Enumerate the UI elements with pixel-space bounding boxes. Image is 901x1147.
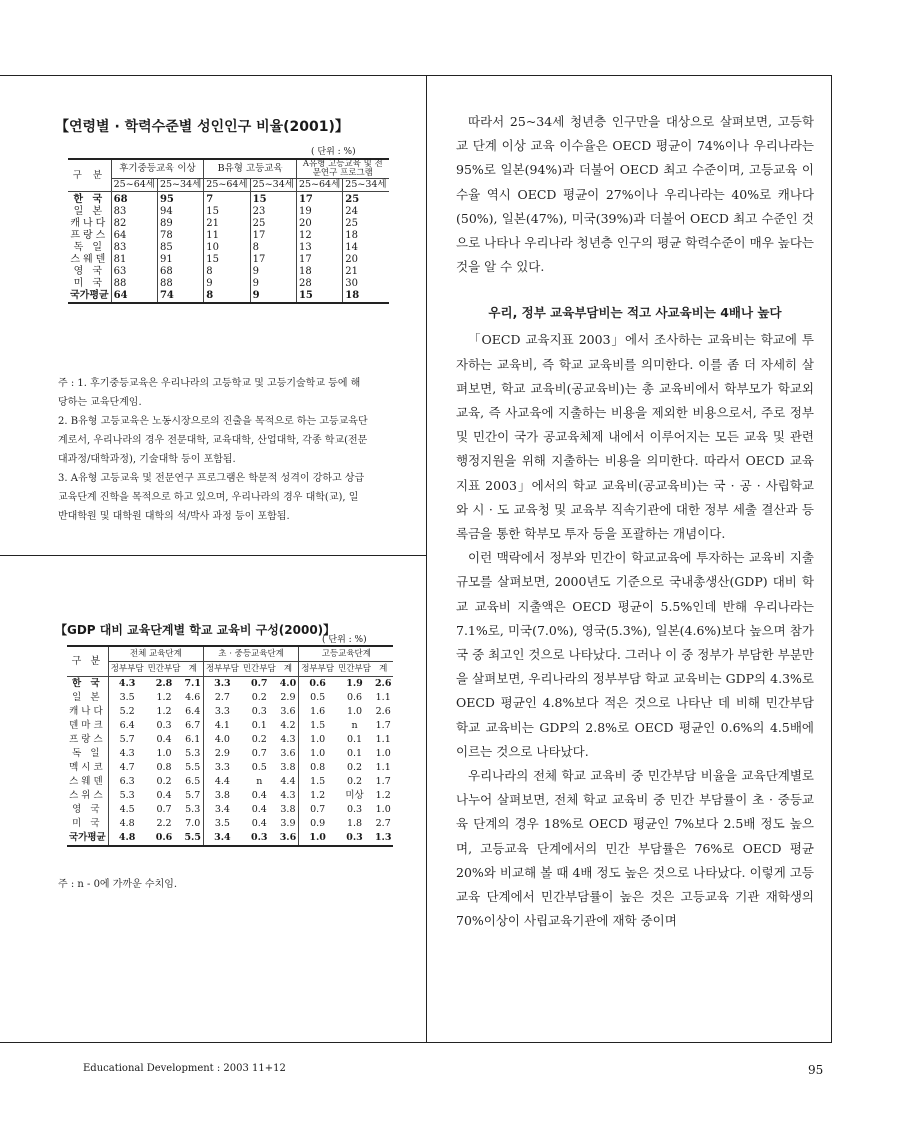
article-column: [456, 110, 814, 934]
cell: 1.0: [299, 831, 336, 846]
cell: 8: [204, 290, 250, 303]
cell: 23: [250, 206, 296, 218]
cell: 3.3: [203, 705, 240, 719]
cell: 83: [111, 206, 157, 218]
row-label: 스웨덴: [70, 254, 109, 265]
cell: 63: [111, 266, 157, 278]
cell: 5.7: [108, 733, 145, 747]
cell: 1.2: [299, 789, 336, 803]
row-label: 한 국: [72, 678, 103, 689]
cell: 1.0: [375, 748, 391, 759]
table-row: [68, 278, 389, 290]
table2-subheader: 계: [373, 662, 394, 677]
row-label: 일 본: [72, 692, 103, 703]
cell: 12: [296, 230, 342, 242]
table1-subheader: 25~64세: [296, 179, 342, 192]
cell: 19: [296, 206, 342, 218]
cell: 0.4: [156, 790, 172, 801]
cell: 5.7: [185, 790, 201, 801]
cell: 81: [111, 254, 157, 266]
table2-subheader: 민간부담: [146, 662, 183, 677]
cell: 0.5: [299, 691, 336, 705]
cell: 3.6: [278, 831, 299, 846]
table-row: [67, 691, 393, 705]
cell: 3.3: [203, 677, 240, 692]
cell: 0.7: [250, 678, 268, 689]
table2-corner: 구 분: [67, 646, 108, 677]
top-rule: [0, 75, 832, 76]
cell: 5.3: [185, 748, 201, 759]
cell: 0.3: [346, 804, 363, 815]
cell: 0.4: [251, 804, 267, 815]
cell: 82: [111, 218, 157, 230]
table-row: [68, 254, 389, 266]
cell: 2.7: [203, 691, 240, 705]
cell: 0.8: [156, 762, 172, 773]
cell: 3.3: [203, 761, 240, 775]
cell: 83: [111, 242, 157, 254]
cell: 0.8: [299, 761, 336, 775]
cell: 0.9: [299, 817, 336, 831]
cell: 1.5: [299, 719, 336, 733]
cell: 68: [111, 192, 157, 207]
table1-subheader: 25~64세: [204, 179, 250, 192]
cell: 78: [157, 230, 203, 242]
cell: 10: [204, 242, 250, 254]
table-row-average: [67, 831, 393, 846]
cell: 4.3: [108, 677, 145, 692]
cell: 17: [250, 254, 296, 266]
cell: 2.6: [375, 706, 391, 717]
cell: 6.3: [108, 775, 145, 789]
page-number: 95: [808, 1063, 824, 1077]
cell: 1.2: [375, 790, 391, 801]
cell: 24: [343, 206, 389, 218]
cell: 4.4: [203, 775, 240, 789]
cell: 1.0: [375, 804, 391, 815]
cell: 85: [157, 242, 203, 254]
row-label: 영 국: [72, 804, 103, 815]
cell: 1.0: [299, 747, 336, 761]
cell: 0.7: [299, 803, 336, 817]
row-label: 미 국: [72, 818, 103, 829]
row-label: 캐나다: [70, 218, 109, 229]
table1: [68, 158, 389, 304]
table-row: [67, 677, 393, 692]
cell: 1.8: [346, 818, 363, 829]
cell: 1.5: [299, 775, 336, 789]
table-row: [68, 230, 389, 242]
row-label: 국가평균: [67, 831, 108, 846]
cell: 68: [157, 266, 203, 278]
cell: 14: [343, 242, 389, 254]
cell: 4.3: [280, 734, 296, 745]
cell: 3.8: [280, 762, 296, 773]
cell: 2.7: [375, 818, 391, 829]
table1-subheader: 25~34세: [343, 179, 389, 192]
cell: 4.2: [280, 720, 296, 731]
cell: 4.6: [185, 692, 201, 703]
cell: 20: [296, 218, 342, 230]
row-label: 영 국: [73, 266, 106, 277]
cell: 11: [204, 230, 250, 242]
cell: 5.2: [108, 705, 145, 719]
cell: 91: [157, 254, 203, 266]
body-paragraph: 따라서 25~34세 청년층 인구만을 대상으로 살펴보면, 고등학교 단계 이상 교육 이수율은 OECD 평균이 74%이나 우리나라는 95%로 일본(94%)과 더불어 OECD 최고 수준이며, 고등교육 이수율 역시 OECD 평균이 27%이나 우리나라는 40%로 캐나다(50%), 일본(47%), 미국(39%)과 더불어 OECD 최고 수준인 것으로 나타나 우리나라 청년층 인구의 평균 학력수준이 매우 높다는 것을 알 수 있다.: [456, 114, 814, 275]
row-label: 미 국: [73, 278, 106, 289]
cell: 5.5: [182, 831, 203, 846]
body-paragraph: 이런 맥락에서 정부와 민간이 학교교육에 투자하는 교육비 지출 규모를 살펴보면, 2000년도 기준으로 국내총생산(GDP) 대비 학교 교육비 지출액은 OECD 평균이 5.5%인데 반해 우리나라는 7.1%로, 미국(7.0%), 영국(5.3%), 일본(4.6%)보다 높으며 참가국 중 최고인 것으로 나타났다. 그러나 이 중 정부가 부담한 부분만을 살펴보면, 우리나라의 정부부담 학교 교육비는 GDP의 4.3%로 OECD 평균인 4.8%보다 적은 것으로 나타난 데 비해 민간부담 학교 교육비는 GDP의 2.8%로 OECD 평균인 0.6%의 4.5배에 이르는 것으로 나타났다.: [456, 550, 814, 759]
cell: 8: [204, 266, 250, 278]
table-row: [68, 192, 389, 207]
row-label: 덴마크: [69, 720, 106, 731]
cell: 4.0: [203, 733, 240, 747]
table1-subheader: 25~64세: [111, 179, 157, 192]
row-label: 프랑스: [69, 734, 106, 745]
table-row: [67, 775, 393, 789]
cell: 13: [296, 242, 342, 254]
cell: 7.1: [184, 678, 201, 689]
cell: 3.4: [203, 803, 240, 817]
row-label: 국가평균: [68, 290, 111, 303]
cell: 0.2: [346, 776, 363, 787]
cell: 0.4: [251, 818, 267, 829]
row-label: 일 본: [73, 206, 106, 217]
cell: 0.6: [299, 677, 336, 692]
cell: 0.1: [346, 734, 363, 745]
table-row: [68, 266, 389, 278]
table1-subheader: 25~34세: [250, 179, 296, 192]
cell: 17: [296, 254, 342, 266]
table2-subheader: 민간부담: [336, 662, 373, 677]
cell: 3.9: [280, 818, 296, 829]
cell: 0.3: [336, 831, 373, 846]
cell: 0.2: [346, 762, 363, 773]
cell: 5.3: [185, 804, 201, 815]
table-row: [67, 719, 393, 733]
table1-note: 3. A유형 고등교육 및 전문연구 프로그램은 학문적 성격이 강하고 상급 교육단계 진학을 목적으로 하고 있으며, 우리나라의 경우 대학(교), 일반대학원 및 대학원 대학의 석/박사 과정 등이 포함됨.: [58, 473, 365, 522]
cell: 3.5: [108, 691, 145, 705]
cell: 89: [157, 218, 203, 230]
cell: 2.6: [374, 678, 392, 689]
cell: 3.8: [280, 804, 296, 815]
cell: 18: [296, 266, 342, 278]
table2-subheader: 계: [278, 662, 299, 677]
section-heading: 우리, 정부 교육부담비는 적고 사교육비는 4배나 높다: [488, 305, 782, 321]
table1-note: 주 : 1. 후기중등교육은 우리나라의 고등학교 및 고등기술학교 등에 해당하는 교육단계임.: [58, 378, 361, 408]
table-row: [67, 761, 393, 775]
table1-notes: [58, 374, 368, 526]
cell: 6.5: [185, 776, 201, 787]
cell: 4.8: [108, 831, 145, 846]
row-label: 캐나다: [69, 706, 106, 717]
table-row: [68, 206, 389, 218]
cell: 5.3: [108, 789, 145, 803]
cell: 0.3: [156, 720, 172, 731]
table-row-average: [68, 290, 389, 303]
cell: 25: [250, 218, 296, 230]
table-row: [67, 789, 393, 803]
cell: 4.5: [108, 803, 145, 817]
cell: 4.3: [280, 790, 296, 801]
cell: 미상: [345, 790, 364, 801]
cell: 88: [111, 278, 157, 290]
cell: 1.0: [346, 706, 363, 717]
cell: 95: [157, 192, 203, 207]
column-divider: [426, 75, 427, 1042]
cell: 3.6: [280, 748, 296, 759]
cell: 0.1: [346, 748, 363, 759]
cell: 0.3: [251, 706, 267, 717]
body-paragraph: 「OECD 교육지표 2003」에서 조사하는 교육비는 학교에 투자하는 교육비, 즉 학교 교육비를 의미한다. 이를 좀 더 자세히 살펴보면, 학교 교육비(공교육비)는 총 교육비에서 학부모가 학교외교육, 즉 사교육에 지출하는 비용을 제외한 비용으로서, 주로 정부 및 민간이 국가 공교육체제 내에서 이루어지는 모든 교육 및 관련 행정지원을 위해 지출하는 비용을 의미한다. 따라서 OECD 교육지표 2003」에서의 학교 교육비(공교육비)는 국 · 공 · 사립학교와 시 · 도 교육청 및 교육부 직속기관에 대한 정부 세출 결산과 등록금을 통한 학부모 투자 등을 포괄하는 개념이다.: [456, 332, 814, 542]
row-label: 한 국: [73, 194, 106, 205]
left-box-bottom-rule: [0, 555, 426, 556]
table2: [67, 645, 393, 847]
table1-title: 【연령별 · 학력수준별 성인인구 비율(2001)】: [55, 119, 349, 135]
cell: n: [351, 720, 358, 731]
table-row: [68, 242, 389, 254]
table1-group-header: A유형 고등교육 및 전문연구 프로그램: [296, 159, 388, 179]
cell: 18: [343, 230, 389, 242]
bottom-rule: [0, 1042, 832, 1043]
footer-journal: Educational Development : 2003 11+12: [83, 1063, 286, 1074]
cell: 9: [250, 278, 296, 290]
cell: 6.7: [185, 720, 201, 731]
cell: 3.6: [280, 706, 296, 717]
cell: 8: [250, 242, 296, 254]
table2-subheader: 계: [182, 662, 203, 677]
table1-subheader: 25~34세: [157, 179, 203, 192]
cell: 9: [250, 266, 296, 278]
cell: 0.7: [251, 748, 267, 759]
table-row: [67, 817, 393, 831]
cell: 0.2: [251, 734, 267, 745]
cell: 0.4: [251, 790, 267, 801]
table2-title: 【GDP 대비 교육단계별 학교 교육비 구성(2000)】: [55, 623, 336, 637]
table1-group-header: 후기중등교육 이상: [111, 159, 204, 179]
cell: 64: [111, 230, 157, 242]
table-row: [67, 747, 393, 761]
body-paragraph: 우리나라의 전체 학교 교육비 중 민간부담 비율을 교육단계별로 나누어 살펴보면, 전체 학교 교육비 중 민간 부담률이 초 · 중등교육 단계의 경우 18%로 OECD 평균인 7%보다 2.5배 정도 높으며, 고등교육 단계에서의 민간 부담률은 76%로 OECD 평균 20%와 비교해 볼 때 4배 정도 높은 것으로 나타났다. 이렇게 고등교육 단계에서 민간부담률이 높은 것은 고등교육 기관 재학생의 70%이상이 사립교육기관에 재학 중이며: [456, 768, 814, 929]
cell: 7.0: [185, 818, 201, 829]
cell: 15: [296, 290, 342, 303]
cell: 15: [204, 206, 250, 218]
table2-subheader: 정부부담: [108, 662, 145, 677]
cell: 4.1: [203, 719, 240, 733]
cell: 25: [343, 192, 389, 207]
cell: 0.2: [251, 692, 267, 703]
table1-corner: 구 분: [68, 159, 111, 192]
cell: 1.2: [156, 692, 172, 703]
table1-note: 2. B유형 고등교육은 노동시장으로의 진출을 목적으로 하는 고등교육단계로서, 우리나라의 경우 전문대학, 교육대학, 산업대학, 각종 학교(전문대과정/대학과정), 기술대학 등이 포함됨.: [58, 416, 368, 465]
cell: 4.3: [108, 747, 145, 761]
cell: 25: [343, 218, 389, 230]
cell: 1.1: [375, 734, 391, 745]
table-row: [68, 218, 389, 230]
cell: 1.9: [346, 678, 363, 689]
cell: 5.5: [185, 762, 201, 773]
cell: 2.9: [203, 747, 240, 761]
right-frame-edge: [831, 75, 832, 1042]
cell: 15: [204, 254, 250, 266]
cell: 64: [111, 290, 157, 303]
cell: 88: [157, 278, 203, 290]
row-label: 독 일: [73, 242, 106, 253]
row-label: 독 일: [72, 748, 103, 759]
cell: 28: [296, 278, 342, 290]
cell: 3.5: [203, 817, 240, 831]
cell: 94: [157, 206, 203, 218]
cell: 2.8: [155, 678, 173, 689]
table2-note: 주 : n - 0에 가까운 수치임.: [58, 879, 178, 890]
cell: 6.1: [185, 734, 201, 745]
cell: 1.6: [299, 705, 336, 719]
cell: 21: [343, 266, 389, 278]
cell: 21: [204, 218, 250, 230]
cell: 1.1: [375, 762, 391, 773]
table-row: [67, 803, 393, 817]
table2-group-header: 고등교육단계: [299, 646, 394, 662]
cell: 1.3: [373, 831, 394, 846]
cell: 0.7: [156, 804, 172, 815]
table2-group-header: 전체 교육단계: [108, 646, 203, 662]
table-row: [67, 705, 393, 719]
cell: n: [256, 776, 263, 787]
row-label: 스웨덴: [69, 776, 106, 787]
table2-group-header: 초 · 중등교육단계: [203, 646, 298, 662]
cell: 3.4: [203, 831, 240, 846]
cell: 1.0: [299, 733, 336, 747]
cell: 1.0: [156, 748, 172, 759]
cell: 4.0: [279, 678, 297, 689]
table1-unit: ( 단위 : %): [311, 147, 356, 157]
cell: 6.4: [108, 719, 145, 733]
cell: 17: [296, 192, 342, 207]
cell: 1.7: [375, 776, 391, 787]
cell: 15: [250, 192, 296, 207]
cell: 3.8: [203, 789, 240, 803]
table1-group-header: B유형 고등교육: [204, 159, 297, 179]
table2-subheader: 민간부담: [241, 662, 278, 677]
cell: 1.2: [156, 706, 172, 717]
cell: 0.5: [251, 762, 267, 773]
cell: 4.8: [108, 817, 145, 831]
table2-subheader: 정부부담: [299, 662, 336, 677]
row-label: 멕시코: [69, 762, 106, 773]
cell: 0.2: [156, 776, 172, 787]
cell: 2.9: [280, 692, 296, 703]
cell: 6.4: [185, 706, 201, 717]
table2-unit: ( 단위 : %): [322, 635, 367, 645]
cell: 4.7: [108, 761, 145, 775]
cell: 9: [204, 278, 250, 290]
cell: 0.6: [146, 831, 183, 846]
cell: 20: [343, 254, 389, 266]
table-row: [67, 733, 393, 747]
cell: 30: [343, 278, 389, 290]
cell: 1.1: [375, 692, 391, 703]
cell: 2.2: [156, 818, 172, 829]
cell: 0.6: [346, 692, 363, 703]
row-label: 스위스: [69, 790, 106, 801]
cell: 0.3: [241, 831, 278, 846]
cell: 7: [204, 192, 250, 207]
row-label: 프랑스: [70, 230, 109, 241]
cell: 0.4: [156, 734, 172, 745]
cell: 4.4: [280, 776, 296, 787]
cell: 1.7: [375, 720, 391, 731]
cell: 18: [343, 290, 389, 303]
cell: 74: [157, 290, 203, 303]
cell: 17: [250, 230, 296, 242]
cell: 9: [250, 290, 296, 303]
cell: 0.1: [251, 720, 267, 731]
table2-subheader: 정부부담: [203, 662, 240, 677]
